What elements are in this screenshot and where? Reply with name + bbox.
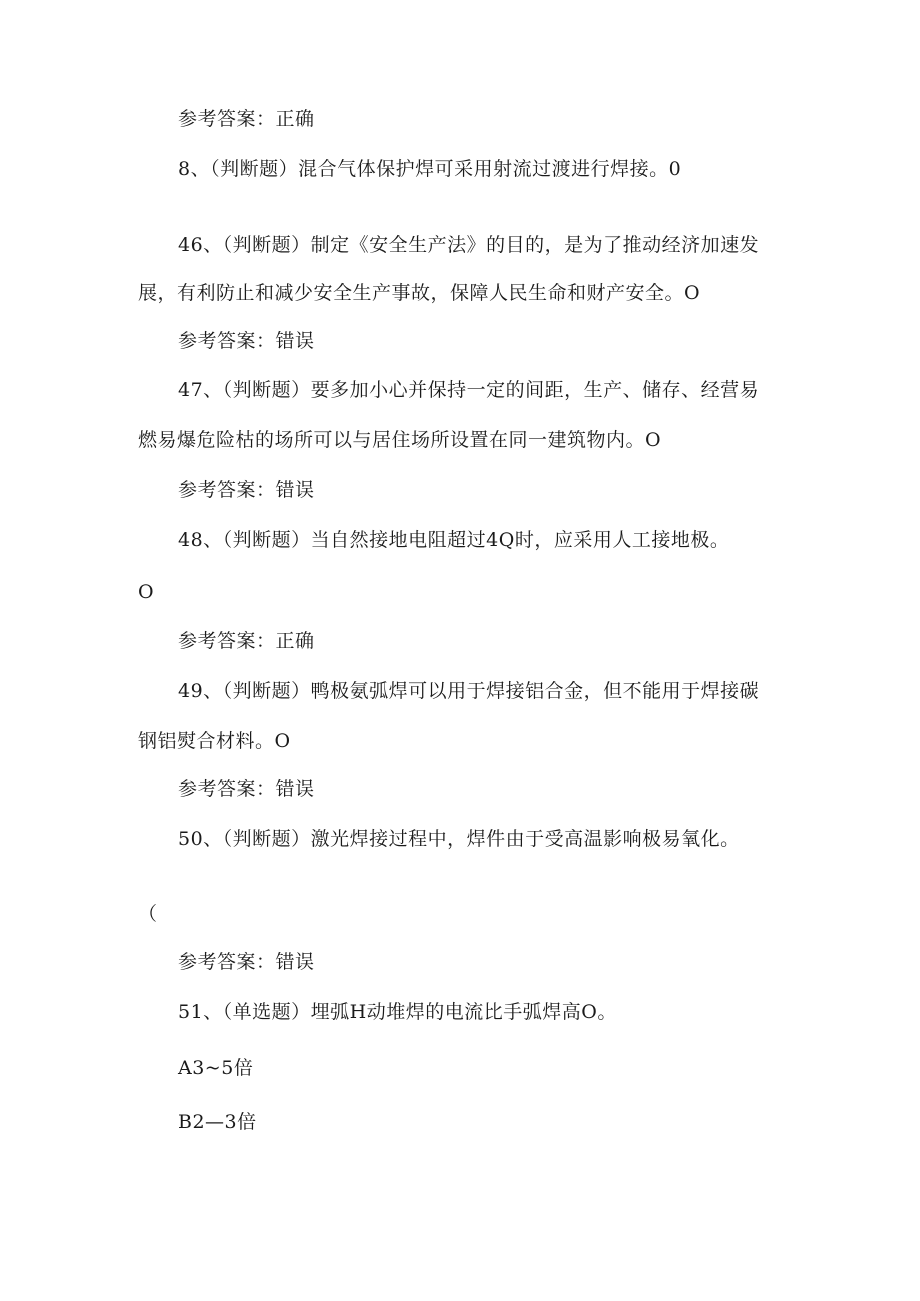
question-48-line-1: 48、（判断题）当自然接地电阻超过4Q时，应采用人工接地极。 [178, 529, 730, 551]
question-46-line-1: 46、（判断题）制定《安全生产法》的目的，是为了推动经济加速发 [178, 234, 760, 256]
option-b: B2—3倍 [178, 1111, 257, 1133]
answer-line: 参考答案：正确 [178, 108, 315, 130]
option-a: A3~5倍 [178, 1057, 254, 1079]
question-50-line-2: （ [138, 903, 158, 925]
question-46-line-2: 展，有利防止和减少安全生产事故，保障人民生命和财产安全。O [138, 282, 701, 304]
question-8: 8、（判断题）混合气体保护焊可采用射流过渡进行焊接。0 [178, 158, 682, 180]
question-51: 51、（单选题）埋弧H动堆焊的电流比手弧焊高O。 [178, 1001, 617, 1023]
answer-line: 参考答案：正确 [178, 630, 315, 652]
question-49-line-2: 钢铝熨合材料。O [138, 730, 291, 752]
question-49-line-1: 49、（判断题）鸭极氨弧焊可以用于焊接铝合金，但不能用于焊接碳 [178, 680, 760, 702]
answer-line: 参考答案：错误 [178, 951, 315, 973]
question-48-line-2: O [138, 581, 155, 603]
answer-line: 参考答案：错误 [178, 479, 315, 501]
question-47-line-1: 47、（判断题）要多加小心并保持一定的间距，生产、储存、经营易 [178, 379, 760, 401]
answer-line: 参考答案：错误 [178, 778, 315, 800]
question-47-line-2: 燃易爆危险枯的场所可以与居住场所设置在同一建筑物内。O [138, 429, 662, 451]
question-50-line-1: 50、（判断题）激光焊接过程中，焊件由于受高温影响极易氧化。 [178, 828, 740, 850]
answer-line: 参考答案：错误 [178, 330, 315, 352]
